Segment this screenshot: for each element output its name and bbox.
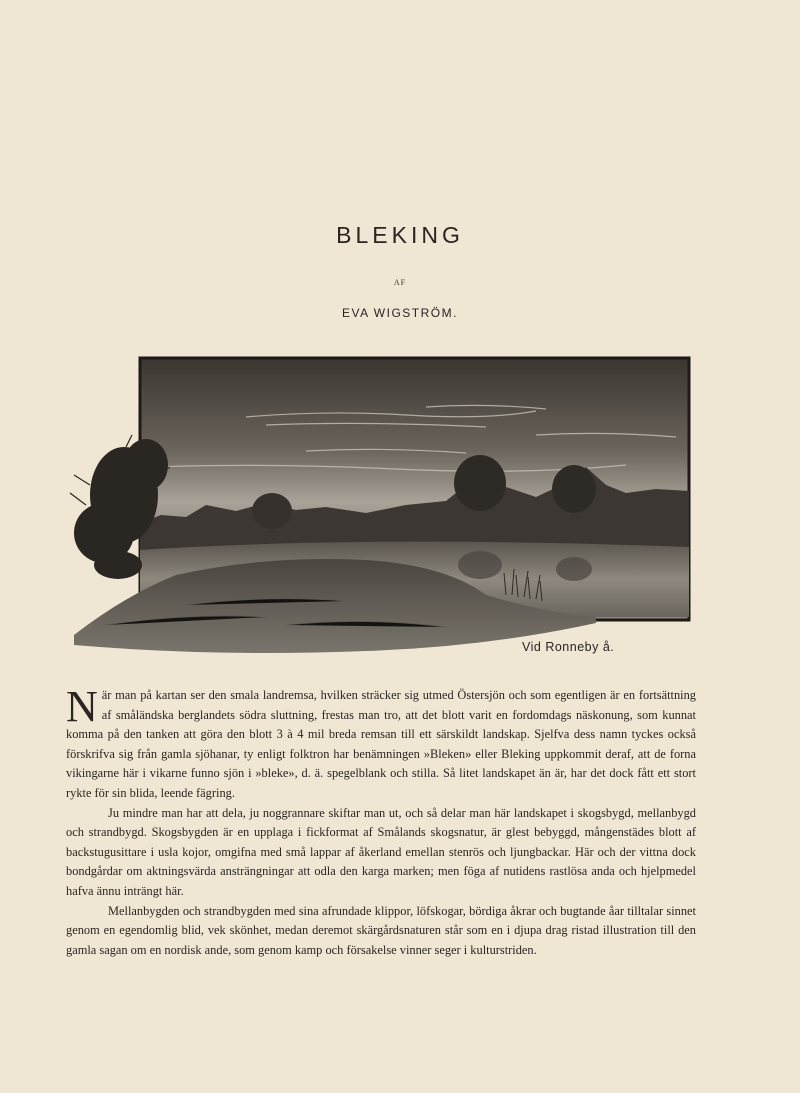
paragraph-1-text: är man på kartan ser den smala landremsa, hvilken sträcker sig utmed Östersjön och som egentligen är en fortsättning af småländska berglandets södra sluttning, frestas man tro, att det blott varit en fordomdags näskonung, som kunnat komma på den tanken att göra den blott 3 à 4 mil breda remsan till ett särskildt landskap. Sjelfva dess namn tyckes också förskrifva sig från gamla sjöhanar, ty enligt folktron har benämningen »Bleken» eller Bleking uppkommit deraf, att de forna vikingarne här i vikarne funno sjön i »bleke», d. ä. spegelblank och stilla. Så litet landskapet än är, har det dock fått ett stort rykte för sin blida, leende fägring. [66, 688, 696, 800]
chapter-title: BLEKING [336, 222, 464, 248]
article-body [66, 682, 696, 960]
tree-right-2 [552, 465, 596, 513]
tree-mid [252, 493, 292, 529]
paragraph-3: Mellanbygden och strandbygden med sina afrundade klippor, löfskogar, bördiga åkrar och bugtande åar tilltalar sinnet genom en egendomlig blid, vek skönhet, medan deremot skärgårdsnaturen står som en i djupa drag ristad illustration till den gamla sagan om en nordisk ande, som genom kamp och försakelse vinner seger i kulturstriden. [66, 903, 696, 957]
engraving-river-landscape [66, 355, 692, 660]
drop-cap: N [66, 682, 98, 731]
tree-right-1 [454, 455, 506, 511]
paragraph-2: Ju mindre man har att dela, ju noggrannare skiftar man ut, och så delar man här landskapet i skogsbygd, mellanbygd och strandbygd. Skogsbygden är en upplaga i fickformat af Smålands skogsnatur, är glest bebyggd, mångenstädes blott af backstugusittare i usla kojor, omgifna med små lappar af åkerland emellan stenrös och ljungbackar. Här och der vittna dock bondgårdar om aktningsvärda ansträngningar att odla den karga marken; men föga af nutidens rastlösa anda och hjelpmedel hafva ännu inträngt här. [66, 805, 696, 898]
byline-af: AF [393, 278, 407, 287]
paragraph-1 [66, 682, 696, 804]
author-name: EVA WIGSTRÖM. [342, 306, 458, 320]
illustration-caption: Vid Ronneby å. [522, 640, 615, 654]
